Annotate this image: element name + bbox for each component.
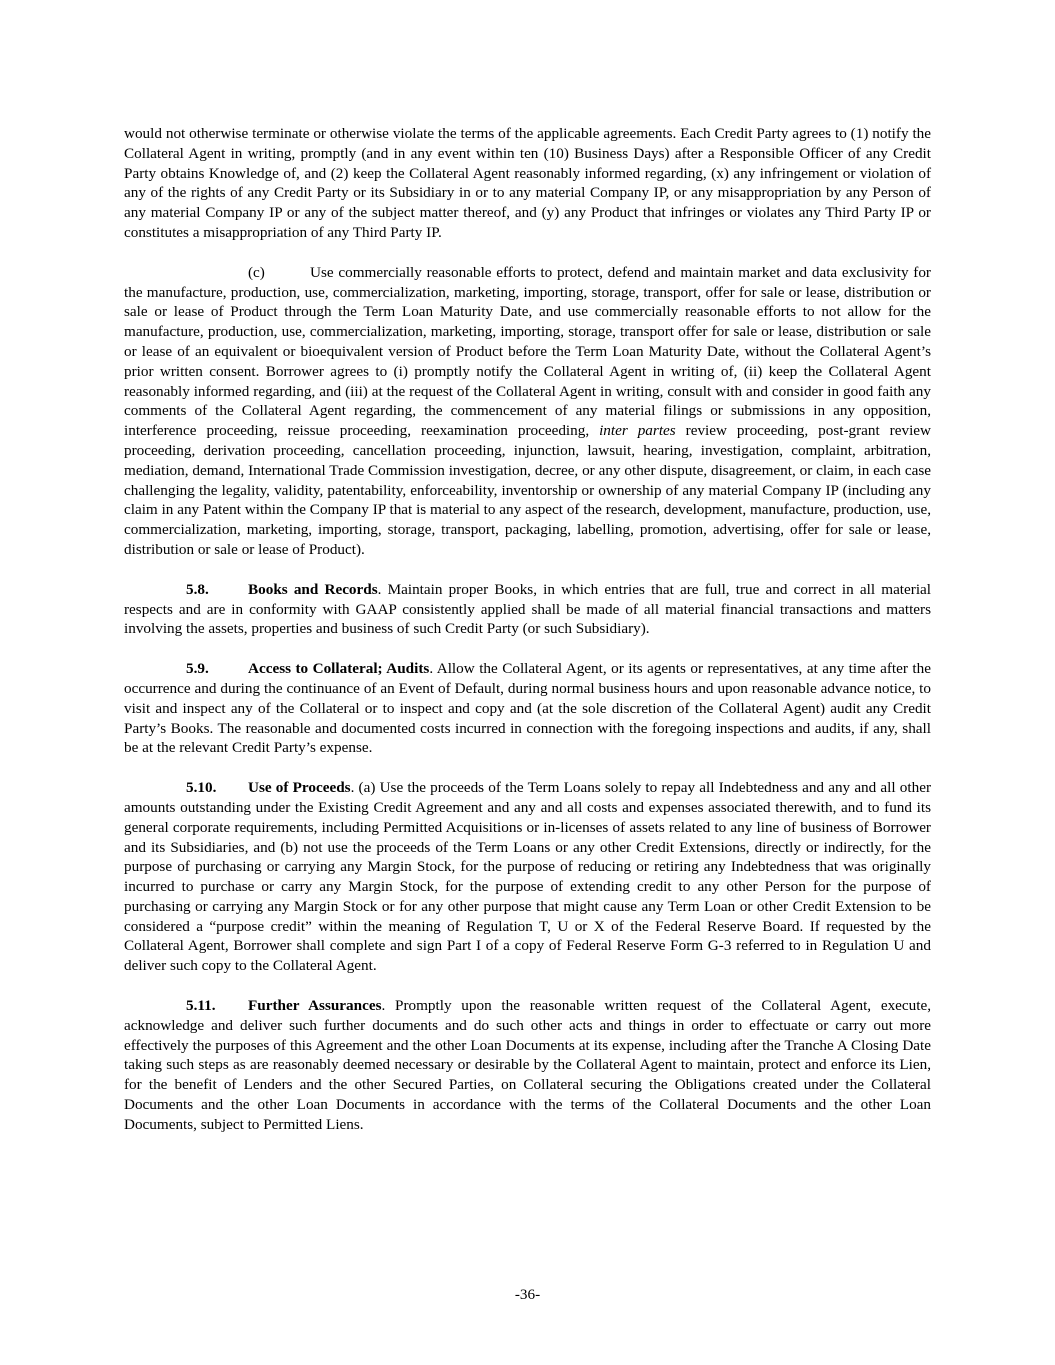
section-number: 5.10. [186, 779, 217, 797]
subsection-c-text-part2: review proceeding, post-grant review proceeding, derivation proceeding, cancellation proceeding, injunction, lawsuit, hearing, investigation, complaint, arbitration, mediation, demand, International Trade Commission investigation, decree, or any other dispute, disagreement, or claim, in each case challenging the legality, validity, patentability, enforceability, inventorship or ownership of any material Company IP (including any claim in any Patent within the Company IP that is material to any aspect of the research, development, manufacture, production, use, commercialization, marketing, importing, storage, transport, packaging, labelling, promotion, advertising, offer for sale or lease, distribution or sale or lease of Product). [124, 422, 931, 558]
section-number: 5.9. [186, 660, 209, 678]
subsection-c-text-part1: Use commercially reasonable efforts to protect, defend and maintain market and data exclusivity for the manufacture, production, use, commercialization, marketing, importing, storage, transport, offer for sale or lease, distribution or sale or lease of Product through the Term Loan Maturity Date, and use commercially reasonable efforts to not allow for the manufacture, production, use, commercialization, marketing, importing, storage, transport offer for sale or lease, distribution or sale or lease of an equivalent or bioequivalent version of Product before the Term Loan Maturity Date, without the Collateral Agent’s prior written consent. Borrower agrees to (i) promptly notify the Collateral Agent in writing of, (ii) keep the Collateral Agent reasonably informed regarding, and (iii) at the request of the Collateral Agent in writing, consult with and consider in good faith any comments of the Collateral Agent regarding, the commencement of any material filings or submissions in any opposition, interference proceeding, reissue proceeding, reexamination proceeding, [124, 263, 931, 440]
section-title: Further Assurances [248, 997, 382, 1015]
section-5-11 [124, 996, 931, 1135]
subsection-c-italic-term: inter partes [599, 422, 676, 440]
document-page [124, 124, 931, 1155]
section-title: Use of Proceeds [248, 779, 351, 797]
section-body: . Maintain proper Books, in which entries that are full, true and correct in all material respects and are in conformity with GAAP consistently applied shall be made of all material financial transactions and matters involving the assets, properties and business of such Credit Party (or such Subsidiary). [124, 580, 932, 638]
subsection-c-label: (c) [248, 263, 265, 281]
section-title: Books and Records [248, 580, 378, 598]
page-number: -36- [514, 1286, 541, 1303]
continuation-paragraph: would not otherwise terminate or otherwise violate the terms of the applicable agreements. Each Credit Party agrees to (1) notify the Collateral Agent in writing, promptly (and in any event within ten (10) Business Days) after a Responsible Officer of any Credit Party obtains Knowledge of, and (2) keep the Collateral Agent reasonably informed regarding, (x) any infringement or violation of any of the rights of any Credit Party or its Subsidiary in or to any material Company IP, or any misappropriation by any Person of any material Company IP or any of the subject matter thereof, and (y) any Product that infringes or violates any Third Party IP or constitutes a misappropriation of any Third Party IP. [124, 125, 931, 241]
section-body: . (a) Use the proceeds of the Term Loans solely to repay all Indebtedness and any and all other amounts outstanding under the Existing Credit Agreement and any and all costs and expenses associated therewith, and to fund its general corporate requirements, including Permitted Acquisitions or in-licenses of assets related to any line of business of Borrower and its Subsidiaries, and (b) not use the proceeds of the Term Loans or any other Credit Extensions, directly or indirectly, for the purpose of purchasing or carrying any Margin Stock, for the purpose of reducing or retiring any Indebtedness that was originally incurred to purchase or carry any Margin Stock, for the purpose of extending credit to any other Person for the purpose of purchasing or carrying any Margin Stock or for any other purpose that might cause any Term Loan or other Credit Extension to be considered a “purpose credit” within the meaning of Regulation T, U or X of the Federal Reserve Board. If requested by the Collateral Agent, Borrower shall complete and sign Part I of a copy of Federal Reserve Form G-3 referred to in Regulation U and deliver such copy to the Collateral Agent. [124, 779, 931, 975]
section-title: Access to Collateral; Audits [248, 660, 430, 678]
section-number: 5.11. [186, 997, 216, 1015]
section-5-8 [124, 580, 931, 639]
section-5-10 [124, 778, 931, 976]
section-number: 5.8. [186, 580, 209, 598]
section-body: . Promptly upon the reasonable written request of the Collateral Agent, execute, acknowledge and deliver such further documents and do such other acts and things in order to effectuate or carry out more effectively the purposes of this Agreement and the other Loan Documents at its expense, including after the Tranche A Closing Date taking such steps as are reasonably deemed necessary or desirable by the Collateral Agent to maintain, protect and enforce its Lien, for the benefit of Lenders and the other Secured Parties, on Collateral securing the Obligations created under the Collateral Documents and the other Loan Documents in accordance with the terms of the Collateral Documents and the other Loan Documents, subject to Permitted Liens. [124, 997, 931, 1133]
section-body: . Allow the Collateral Agent, or its agents or representatives, at any time after the occurrence and during the continuance of an Event of Default, during normal business hours and upon reasonable advance notice, to visit and inspect any of the Collateral or to inspect and copy and (at the sole discretion of the Collateral Agent) audit any Credit Party’s Books. The reasonable and documented costs incurred in connection with the foregoing inspections and audits, if any, shall be at the relevant Credit Party’s expense. [124, 660, 931, 757]
subsection-c [124, 263, 931, 560]
section-5-9 [124, 659, 931, 758]
